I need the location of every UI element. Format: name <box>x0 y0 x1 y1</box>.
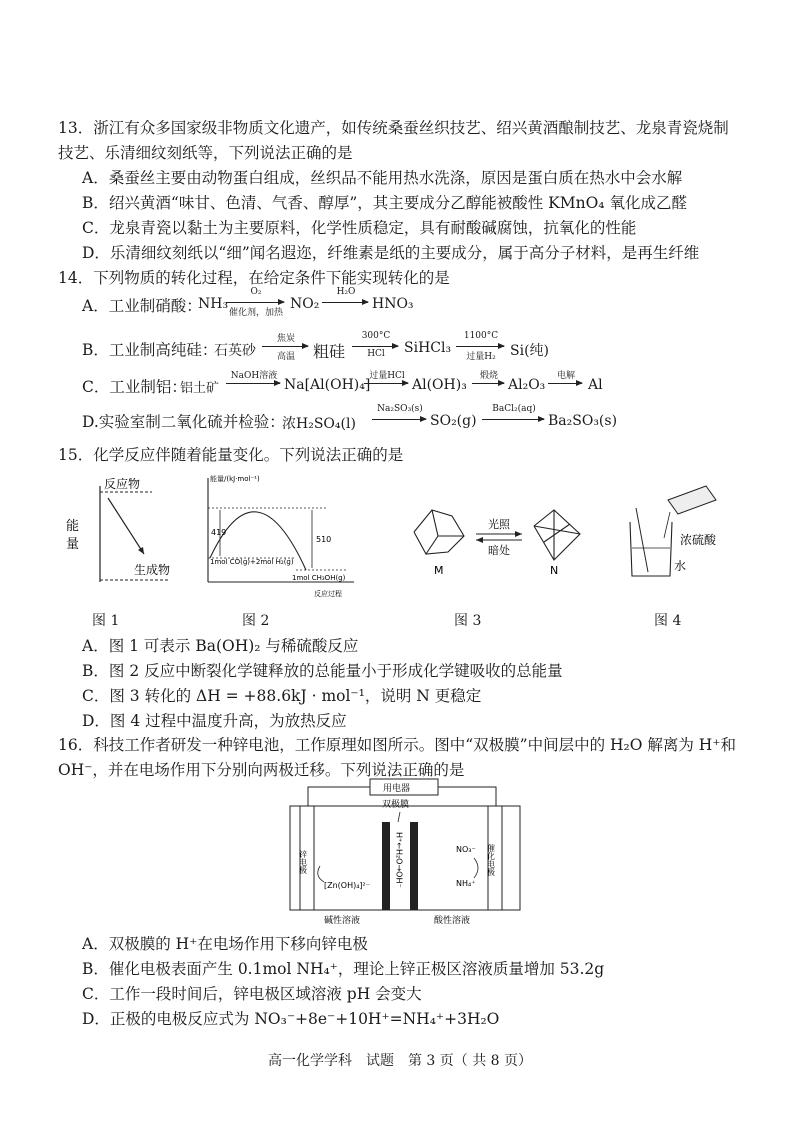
fig4-water-label: 水 <box>674 559 687 573</box>
fig4-caption: 图 4 <box>654 613 682 629</box>
q15-option-b: B．图 2 反应中断裂化学键释放的总能量小于形成化学键吸收的总能量 <box>82 662 563 680</box>
nitrate-arrow <box>474 858 478 878</box>
fig3-molecule-n <box>534 510 580 560</box>
q13-option-a: A．桑蚕丝主要由动物蛋白组成，丝织品不能用热水洗涤，原因是蛋白质在热水中会水解 <box>82 169 683 187</box>
fig2-value-510: 510 <box>316 535 332 544</box>
q14c-species-4: Al₂O₃ <box>508 377 546 393</box>
q14c-arrow-4 <box>548 383 582 384</box>
fig3-caption: 图 3 <box>454 613 482 629</box>
q16-stem-line1: 16．科技工作者研发一种锌电池，工作原理如图所示。图中“双极膜”中间层中的 H₂O 解离为 H⁺和 <box>58 736 736 754</box>
q14d-species-3: Ba₂SO₃(s) <box>548 413 618 429</box>
fig2-product-label: 1mol CH₃OH(g) <box>292 574 346 582</box>
q14a-cond-2-top: H₂O <box>336 287 356 297</box>
q15-figure-4 <box>618 482 738 582</box>
q14b-cond-1-top: 焦炭 <box>276 334 295 344</box>
q14b-arrow-2 <box>352 346 398 347</box>
fig4-acid-stream <box>664 512 670 538</box>
fig2-ylabel: 能量/(kJ·mol⁻¹) <box>210 475 260 483</box>
q13-stem-line2: 技艺、乐清细纹刻纸等，下列说法正确的是 <box>58 144 353 162</box>
q14d-cond-2-top: BaCl₂(aq) <box>492 404 536 414</box>
q14-option-a-label: A．工业制硝酸： <box>82 297 202 315</box>
q13-stem-line1: 13．浙江有众多国家级非物质文化遗产，如传统桑蚕丝织技艺、绍兴黄酒酿制技艺、龙泉青瓷烧制 <box>58 119 729 137</box>
q14b-cond-3-bottom: 过量H₂ <box>466 352 496 362</box>
q14b-cond-1-bottom: 高温 <box>276 352 295 362</box>
fig1-reactant-label: 反应物 <box>104 478 141 491</box>
q14b-species-4: Si(纯) <box>510 343 549 359</box>
zinc-arrow <box>318 866 324 882</box>
q16-option-c: C．工作一段时间后，锌电极区域溶液 pH 会变大 <box>82 985 422 1003</box>
left-solution-label: 碱性溶液 <box>324 916 361 926</box>
ammonium-label: NH₄⁺ <box>456 879 476 888</box>
q14b-cond-2-top: 300°C <box>361 331 391 341</box>
q14c-cond-2-top: 过量HCl <box>369 371 405 381</box>
zincate-label: [Zn(OH)₄]²⁻ <box>324 881 370 890</box>
q14c-arrow-3 <box>472 383 504 384</box>
q14-stem: 14．下列物质的转化过程，在给定条件下能实现转化的是 <box>58 269 450 287</box>
q14-option-b-label: B．工业制高纯硅： <box>82 341 218 359</box>
q14a-species-1: NH₃ <box>198 296 229 312</box>
cell-container <box>290 806 520 910</box>
fig3-label-m: M <box>434 564 444 577</box>
fig4-acid-bottle <box>668 486 716 514</box>
q16-stem-line2: OH⁻，并在电场作用下分别向两极迁移。下列说法正确的是 <box>58 761 465 779</box>
q14d-cond-1-top: Na₂SO₃(s) <box>377 404 423 414</box>
q14-option-c-label: C．工业制铝： <box>82 378 187 396</box>
fig4-acid-label: 浓硫酸 <box>680 533 717 547</box>
membrane-left-layer <box>382 822 390 910</box>
q14b-arrow-1 <box>262 346 308 347</box>
q14d-arrow-2 <box>482 419 544 420</box>
q14d-species-2: SO₂(g) <box>430 413 477 429</box>
catalyst-electrode-label: 催化电极 <box>486 844 496 876</box>
fig3-top-condition: 光照 <box>488 518 510 531</box>
fig3-bottom-condition: 暗处 <box>488 544 510 557</box>
q15-option-d: D．图 4 过程中温度升高，为放热反应 <box>82 712 347 730</box>
q14b-cond-2-bottom: HCl <box>367 349 385 359</box>
q14a-cond-1-top: O₂ <box>250 287 262 297</box>
fig1-ylabel-1: 能 <box>66 519 80 534</box>
q14a-arrow-2 <box>322 302 368 303</box>
membrane-water-label: H⁺←H₂O→OH⁻ <box>394 832 404 888</box>
q14c-cond-1-top: NaOH溶液 <box>230 371 278 381</box>
nitrate-label: NO₃⁻ <box>456 845 476 854</box>
fig2-value-419: 419 <box>211 528 227 537</box>
fig3-reverse-arrowhead <box>476 537 483 543</box>
q14b-species-3: SiHCl₃ <box>404 340 452 356</box>
q15-option-c: C．图 3 转化的 ΔH = +88.6kJ · mol⁻¹，说明 N 更稳定 <box>82 687 482 705</box>
membrane-label: 双极膜 <box>382 800 410 810</box>
fig2-caption: 图 2 <box>242 613 270 629</box>
q14d-species-1: 浓H₂SO₄(l) <box>282 416 356 432</box>
q14c-cond-4-top: 电解 <box>556 371 575 381</box>
fig2-reactant-label: 1mol CO(g)+2mol H₂(g) <box>210 558 294 566</box>
q16-option-a: A．双极膜的 H⁺在电场作用下移向锌电极 <box>82 935 368 953</box>
q13-option-d: D．乐清细纹刻纸以“细”闻名遐迩，纤维素是纸的主要成分，属于高分子材料，是再生纤维 <box>82 244 700 262</box>
q14c-cond-3-top: 煅烧 <box>479 371 498 381</box>
q14-option-d-label: D.实验室制二氧化硫并检验： <box>82 413 285 431</box>
q14a-arrow-1 <box>226 302 284 303</box>
q16-battery-figure <box>284 776 534 926</box>
q14c-arrow-2 <box>364 383 408 384</box>
q14c-species-3: Al(OH)₃ <box>412 377 467 393</box>
fig1-arrowhead <box>138 547 144 554</box>
left-wire <box>308 787 370 806</box>
q16-option-b: B．催化电极表面产生 0.1mol NH₄⁺，理论上锌正极区溶液质量增加 53.2g <box>82 960 605 978</box>
q14c-species-5: Al <box>588 377 603 393</box>
q13-option-b: B．绍兴黄酒“味甘、色清、气香、醇厚”，其主要成分乙醇能被酸性 KMnO₄ 氧化成乙醛 <box>82 194 687 212</box>
fig1-arrow <box>108 498 144 554</box>
fig1-caption: 图 1 <box>92 613 120 629</box>
appliance-label: 用电器 <box>383 784 411 794</box>
q14b-arrow-3 <box>456 346 504 347</box>
q15-figure-3 <box>404 496 604 580</box>
q14a-species-3: HNO₃ <box>372 296 414 312</box>
q16-option-d: D．正极的电极反应式为 NO₃⁻+8e⁻+10H⁺=NH₄⁺+3H₂O <box>82 1010 500 1028</box>
q15-stem: 15．化学反应伴随着能量变化。下列说法正确的是 <box>58 446 404 464</box>
fig3-molecule-m <box>414 510 464 554</box>
fig4-glass-rod <box>636 508 648 572</box>
q15-figure-2 <box>196 470 366 602</box>
fig3-forward-arrowhead <box>515 531 522 537</box>
q14a-species-2: NO₂ <box>290 296 320 312</box>
q14b-species-1: 石英砂 <box>214 343 256 359</box>
q15-figure-1 <box>60 478 190 588</box>
q14c-arrow-1 <box>226 383 280 384</box>
fig2-xlabel: 反应过程 <box>314 590 342 598</box>
q13-option-c: C．龙泉青瓷以黏土为主要原料，化学性质稳定，具有耐酸碱腐蚀，抗氧化的性能 <box>82 219 637 237</box>
right-solution-label: 酸性溶液 <box>434 916 471 926</box>
fig1-product-label: 生成物 <box>134 563 171 577</box>
q15-option-a: A．图 1 可表示 Ba(OH)₂ 与稀硫酸反应 <box>82 637 359 655</box>
q14c-species-2: Na[Al(OH)₄] <box>284 377 371 393</box>
q14b-cond-3-top: 1100°C <box>463 331 499 341</box>
fig1-ylabel-2: 量 <box>66 537 80 552</box>
zinc-electrode-label: 锌电极 <box>298 850 308 874</box>
membrane-right-layer <box>410 822 418 910</box>
q14c-species-1: 铝土矿 <box>180 381 220 396</box>
right-wire <box>438 787 496 806</box>
membrane-pointer <box>398 812 400 822</box>
q14d-arrow-1 <box>372 419 426 420</box>
q14b-species-2: 粗硅 <box>313 342 346 361</box>
fig3-label-n: N <box>550 564 559 577</box>
page-footer: 高一化学学科 试题 第 3 页（ 共 8 页） <box>267 1053 533 1069</box>
q14a-cond-1-bottom: 催化剂，加热 <box>228 308 283 318</box>
